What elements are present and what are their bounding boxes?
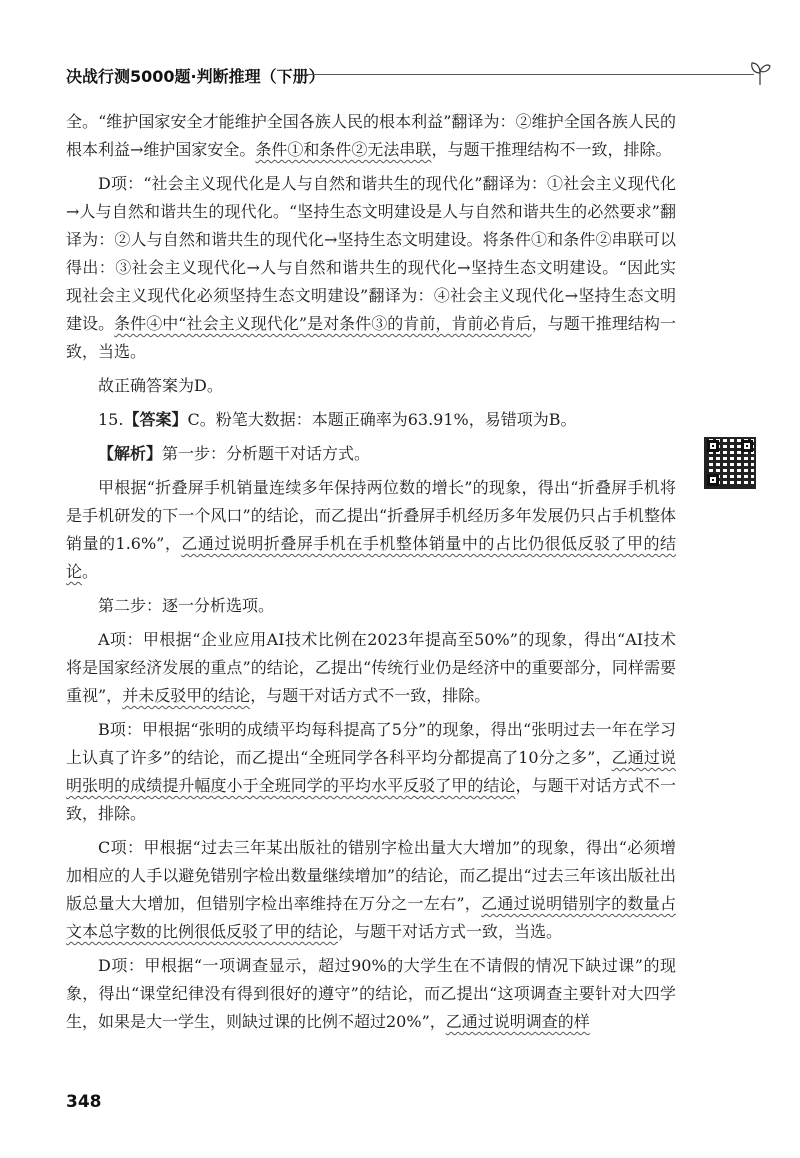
paragraph-option-d	[66, 952, 676, 1036]
text: ，与题干推理结构一致，当选。	[66, 314, 676, 361]
wavy-emphasis: 乙通过说明调查的样	[445, 1012, 590, 1031]
text: ，与题干对话方式一致，当选。	[338, 922, 563, 941]
answer-tag: 【答案】	[123, 410, 188, 429]
wavy-emphasis: 并未反驳甲的结论	[122, 686, 251, 705]
text: C项：甲根据“过去三年某出版社的错别字检出量大大增加”的现象，得出“必须增加相应的人手以避免错别字检出数量继续增加”的结论，而乙提出“过去三年该出版社出版总量大大增加，但错别字检出率维持在万分之一左右”，	[66, 838, 676, 913]
paragraph	[66, 108, 676, 164]
text: 全。“维护国家安全才能维护全国各族人民的根本利益”翻译为：②维护全国各族人民的根本利益→维护国家安全。	[66, 112, 676, 159]
wavy-emphasis: 条件④中“社会主义现代化”是对条件③的肯前，肯前必肯后	[114, 314, 532, 333]
text: A项：甲根据“企业应用AI技术比例在2023年提高至50%”的现象，得出“AI技术将是国家经济发展的重点”的结论，乙提出“传统行业仍是经济中的重要部分，同样需要重视”，	[66, 630, 676, 705]
main-text	[66, 108, 676, 1042]
answer-conclusion: 故正确答案为D。	[98, 376, 223, 395]
qr-code[interactable]	[704, 437, 756, 489]
qr-finder	[707, 474, 719, 486]
wavy-emphasis: 条件①和条件②无法串联	[255, 140, 432, 159]
text: ，与题干推理结构不一致，排除。	[431, 140, 672, 159]
question-15-answer	[66, 406, 676, 434]
qr-finder	[741, 440, 753, 452]
analysis-tag: 【解析】	[98, 444, 163, 463]
text: ，与题干对话方式不一致，排除。	[250, 686, 491, 705]
header-rule	[304, 74, 754, 75]
text: 甲根据“折叠屏手机销量连续多年保持两位数的增长”的现象，得出“折叠屏手机将是手机研发的下一个风口”的结论，而乙提出“折叠屏手机经历多年发展仍只占手机整体销量的1.6%”，	[66, 478, 676, 553]
step-heading: 第二步：逐一分析选项。	[98, 596, 275, 615]
text: C。粉笔大数据：本题正确率为63.91%，易错项为B。	[187, 410, 577, 429]
header-title: 决战行测5000题·判断推理（下册）	[66, 67, 325, 86]
text: D项：“社会主义现代化是人与自然和谐共生的现代化”翻译为：①社会主义现代化→人与自然和谐共生的现代化。“坚持生态文明建设是人与自然和谐共生的必然要求”翻译为：②人与自然和谐共生的现代化→坚持生态文明建设。将条件①和条件②串联可以得出：③社会主义现代化→人与自然和谐共生的现代化→坚持生态文明建设。“因此实现社会主义现代化必须坚持生态文明建设”翻译为：④社会主义现代化→坚持生态文明建设。	[66, 174, 676, 333]
text: 。	[82, 562, 99, 581]
paragraph-option-d	[66, 170, 676, 366]
text: B项：甲根据“张明的成绩平均每科提高了5分”的现象，得出“张明过去一年在学习上认真了许多”的结论，而乙提出“全班同学各科平均分都提高了10分之多”，	[66, 720, 676, 767]
paragraph	[66, 474, 676, 586]
paragraph-option-b	[66, 716, 676, 828]
text: ，与题干对话方式不一致，排除。	[66, 776, 676, 823]
sprout-icon	[749, 60, 771, 86]
text: D项：甲根据“一项调查显示，超过90%的大学生在不请假的情况下缺过课”的现象，得出“课堂纪律没有得到很好的遵守”的结论，而乙提出“这项调查主要针对大四学生，如果是大一学生，则缺过课的比例不超过20%”，	[66, 956, 676, 1031]
paragraph-option-a	[66, 626, 676, 710]
text: 第一步：分析题干对话方式。	[162, 444, 371, 463]
page-number: 348	[66, 1092, 102, 1112]
running-header	[66, 60, 766, 94]
wavy-emphasis: 乙通过说明折叠屏手机在手机整体销量中的占比仍很低反驳了甲的结论	[66, 534, 676, 581]
question-number: 15.	[98, 410, 124, 429]
qr-finder	[707, 440, 719, 452]
wavy-emphasis: 乙通过说明张明的成绩提升幅度小于全班同学的平均水平反驳了甲的结论	[66, 748, 676, 795]
paragraph-option-c	[66, 834, 676, 946]
wavy-emphasis: 乙通过说明错别字的数量占文本总字数的比例很低反驳了甲的结论	[66, 894, 676, 941]
analysis-heading	[66, 440, 676, 468]
